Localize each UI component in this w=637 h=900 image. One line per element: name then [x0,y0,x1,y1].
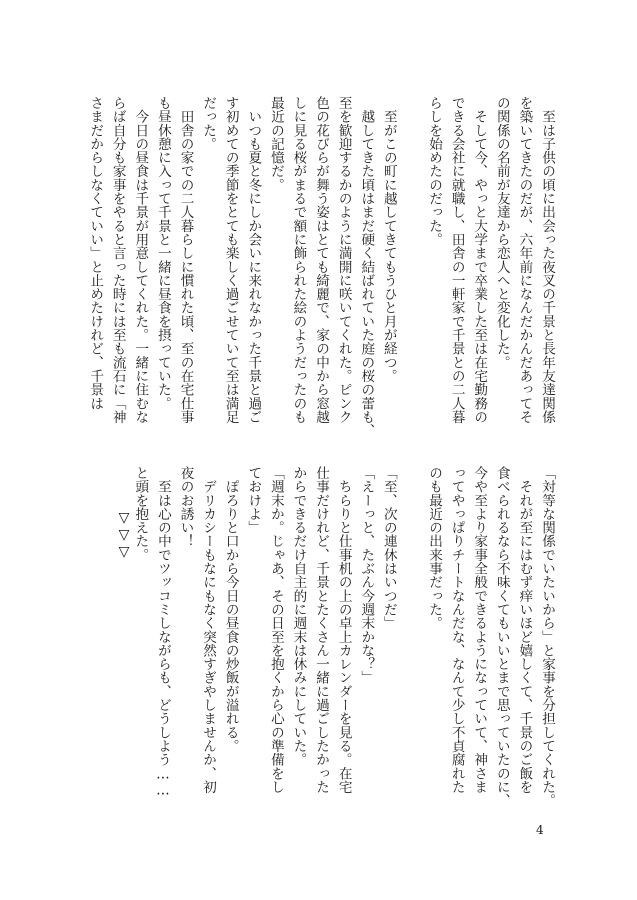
text-line: ておけよ」 [245,466,262,535]
text-line: のも最近の出来事だった。 [426,466,443,630]
text-line: 最近の記憶だ。 [267,96,284,192]
text-line: の関係の名前が友達から恋人へと変化した。 [493,96,510,369]
text-line: 仕事だけれど、千景とたくさん一緒に過ごしたかった [313,466,330,794]
text-line: からできるだけ自主的に週末は休みにしていた。 [290,466,307,767]
text-line: できる会社に就職し、田舎の一軒家で千景との二人暮 [448,96,465,424]
text-line: 「週末か。じゃあ、その日至を抱くから心の準備をし [267,466,284,794]
text-line: だった。 [200,96,217,151]
text-line: 「至、次の連休はいつだ」 [380,466,397,630]
scene-separator: ▽▽▽ [116,510,132,561]
text-line: 今や至より家事全般できるようになっていて、神さま [471,466,488,794]
text-line: 至を歓迎するかのように満開に咲いてくれた。ピンク [335,96,352,424]
text-line: 食べられるなら不味くてもいいとまで思っていたのに、 [493,466,510,808]
text-line: ちらりと仕事机の上の卓上カレンダーを見る。在宅 [335,466,352,794]
text-line: らしを始めたのだった。 [426,96,443,247]
upper-text-block [78,96,558,476]
text-line: を築いてきたのだが、六年前になんだかんだあってそ [516,96,533,424]
text-line: さまだからしなくていい」と止めたけれど、千景は [87,96,104,410]
text-line: 夜のお誘い！ [177,466,194,548]
text-line: 至は心の中でツッコミしながらも、どうしよう…… [154,466,171,799]
blank-line [400,466,423,886]
text-line: いつも夏と冬にしか会いに来れなかった千景と過ご [245,96,262,424]
text-line: しに見る桜がまるで額に飾られた絵のようだったのも [290,96,307,424]
text-line: 「えーっと、たぶん今週末かな？」 [358,466,375,685]
text-line: ってやっぱりチートなんだな、なんて少し不貞腐れた [448,466,465,794]
text-line: それが至にはむず痒いほど嬉しくて、千景のご飯を [516,466,533,794]
text-line: 至は子供の頃に出会った夜叉の千景と長年友達関係 [539,96,555,424]
text-line: デリカシーもなにもなく突然すぎやしませんか、初 [200,466,217,794]
text-line: 越してきた頃はまだ硬く結ばれていた庭の桜の蕾も、 [358,96,375,438]
text-line: 「対等な関係でいたいから」と家事を分担してくれた。 [539,466,555,808]
text-line: 田舎の家での二人暮らしに慣れた頃、至の在宅仕事 [177,96,194,424]
page-number: 4 [536,823,544,837]
text-line: そして今、やっと大学まで卒業した至は在宅勤務の [471,96,488,424]
text-line: も昼休憩に入って千景と一緒に昼食を摂っていた。 [154,96,171,410]
text-line: ぽろりと口から今日の昼食の炒飯が溢れる。 [222,466,239,753]
text-line: 至がこの町に越してきてもうひと月が経つ。 [380,96,397,383]
text-line: 色の花びらが舞う姿はとても綺麗で、家の中から窓越 [313,96,330,424]
text-line: らば自分も家事をやると言った時には至も流石に「神 [109,96,126,424]
blank-line [400,96,423,476]
text-line: 今日の昼食は千景が用意してくれた。一緒に住むな [132,96,149,424]
text-line: す初めての季節をとても楽しく過ごせていて至は満足 [222,96,239,424]
lower-text-block [78,466,558,886]
text-line: と頭を抱えた。 [132,466,149,562]
